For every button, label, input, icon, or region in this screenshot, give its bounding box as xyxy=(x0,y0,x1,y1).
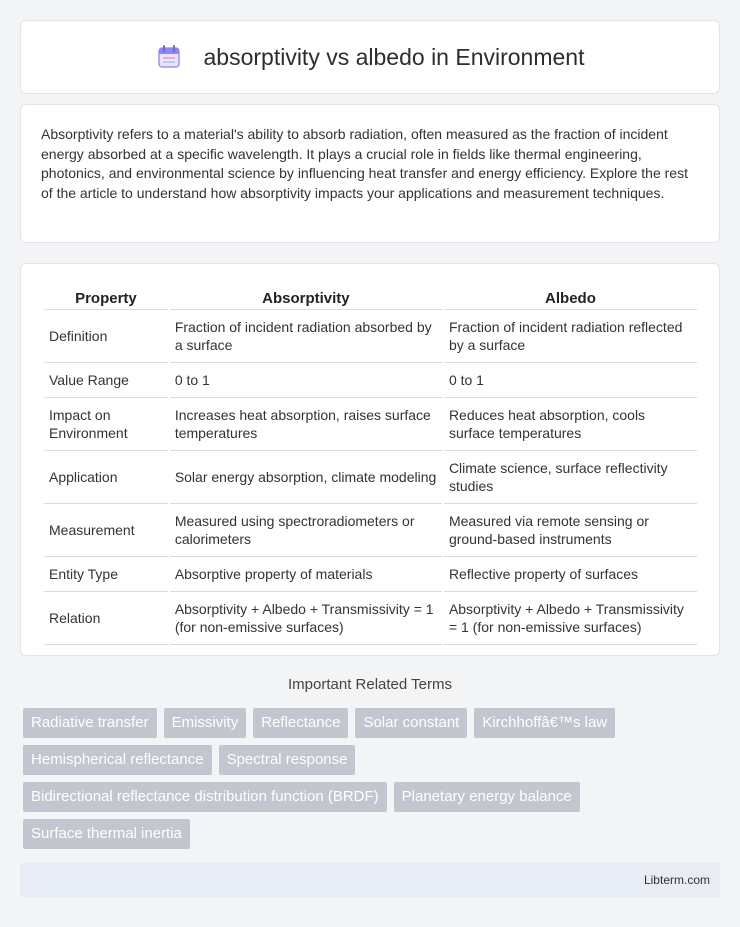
page-header xyxy=(20,20,720,94)
table-cell: Measured via remote sensing or ground-based instruments xyxy=(444,504,697,557)
table-row xyxy=(44,363,697,398)
page-title: absorptivity vs albedo in Environment xyxy=(203,43,585,70)
term-tag[interactable]: Surface thermal inertia xyxy=(23,819,190,849)
table-cell: Reflective property of surfaces xyxy=(444,557,697,592)
term-tag[interactable]: Kirchhoffâ€™s law xyxy=(474,708,615,738)
table-cell: 0 to 1 xyxy=(170,363,442,398)
table-cell: Absorptivity + Albedo + Transmissivity = 1 (for non-emissive surfaces) xyxy=(170,592,442,645)
term-tag[interactable]: Radiative transfer xyxy=(23,708,157,738)
comparison-table-card xyxy=(20,263,720,656)
column-header: Absorptivity xyxy=(170,284,442,310)
term-tag[interactable]: Emissivity xyxy=(164,708,247,738)
calendar-icon xyxy=(156,44,182,70)
table-row xyxy=(44,557,697,592)
table-cell: Reduces heat absorption, cools surface temperatures xyxy=(444,398,697,451)
table-cell: Solar energy absorption, climate modeling xyxy=(170,451,442,504)
table-row xyxy=(44,504,697,557)
table-header-row xyxy=(44,284,697,310)
term-tag[interactable]: Hemispherical reflectance xyxy=(23,745,212,775)
table-cell: Entity Type xyxy=(44,557,168,592)
table-cell: Fraction of incident radiation absorbed by a surface xyxy=(170,310,442,363)
table-cell: Measurement xyxy=(44,504,168,557)
term-tag[interactable]: Spectral response xyxy=(219,745,356,775)
table-cell: Fraction of incident radiation reflected by a surface xyxy=(444,310,697,363)
related-terms-list xyxy=(23,708,703,849)
term-tag[interactable]: Solar constant xyxy=(355,708,467,738)
intro-section xyxy=(20,104,720,243)
table-cell: Absorptivity + Albedo + Transmissivity = 1 (for non-emissive surfaces) xyxy=(444,592,697,645)
table-cell: Measured using spectroradiometers or calorimeters xyxy=(170,504,442,557)
column-header: Albedo xyxy=(444,284,697,310)
table-cell: Application xyxy=(44,451,168,504)
table-cell: 0 to 1 xyxy=(444,363,697,398)
term-tag[interactable]: Planetary energy balance xyxy=(394,782,580,812)
related-terms-title: Important Related Terms xyxy=(288,676,452,693)
table-cell: Relation xyxy=(44,592,168,645)
table-cell: Climate science, surface reflectivity studies xyxy=(444,451,697,504)
term-tag[interactable]: Reflectance xyxy=(253,708,348,738)
table-cell: Increases heat absorption, raises surface temperatures xyxy=(170,398,442,451)
intro-text: Absorptivity refers to a material's ability to absorb radiation, often measured as the fraction of incident energy absorbed at a specific wavelength. It plays a crucial role in fields like thermal engineering, photonics, and environmental science by influencing heat transfer and energy efficiency. Explore the rest of the article to understand how absorptivity impacts your applications and measurement techniques. xyxy=(41,126,688,201)
term-tag[interactable]: Bidirectional reflectance distribution function (BRDF) xyxy=(23,782,387,812)
table-cell: Value Range xyxy=(44,363,168,398)
table-cell: Impact on Environment xyxy=(44,398,168,451)
table-row xyxy=(44,310,697,363)
footer xyxy=(20,863,720,897)
table-cell: Absorptive property of materials xyxy=(170,557,442,592)
table-row xyxy=(44,451,697,504)
table-row xyxy=(44,398,697,451)
column-header: Property xyxy=(44,284,168,310)
footer-link[interactable]: Libterm.com xyxy=(643,873,710,887)
table-row xyxy=(44,592,697,645)
table-cell: Definition xyxy=(44,310,168,363)
comparison-table xyxy=(42,284,699,645)
